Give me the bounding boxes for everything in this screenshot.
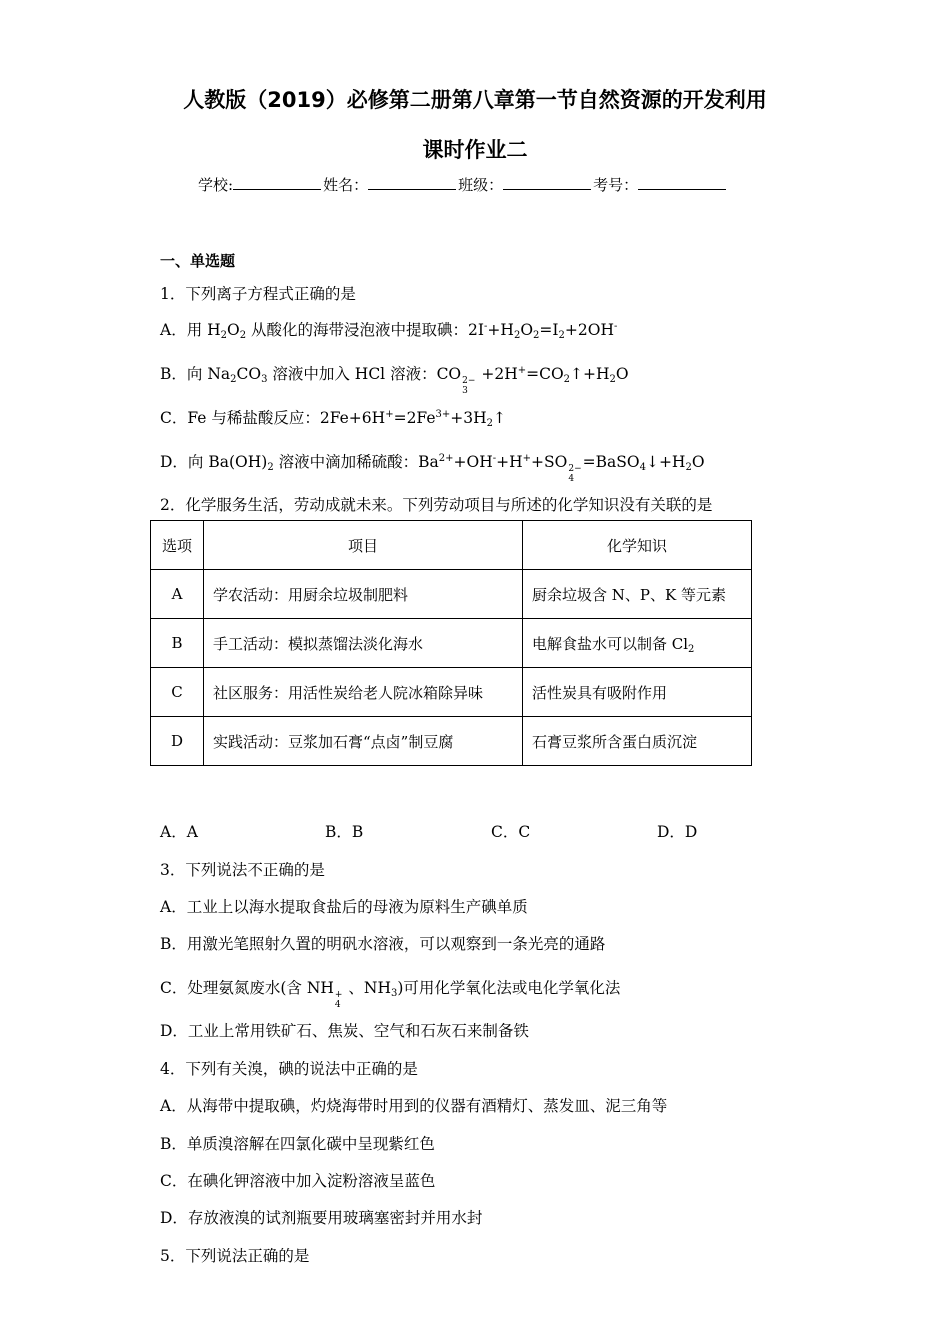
q3-stem: 3．下列说法不正确的是 (160, 861, 325, 879)
section-title: 一、单选题 (160, 252, 236, 270)
q4-stem: 4．下列有关溴，碘的说法中正确的是 (160, 1060, 418, 1078)
table-header-cell: 选项 (151, 521, 204, 570)
q3-option-c: C．处理氨氮废水(含 NH + 4 、$NH_3$)可用化学氧化法或电化学氧化法 (160, 979, 621, 1010)
table-cell-knowledge: 厨余垃圾含 N、P、K 等元素 (523, 570, 752, 619)
table-cell-option: B (151, 619, 204, 668)
table-row (151, 717, 752, 766)
class-blank[interactable] (503, 175, 591, 190)
q4-option-c: C．在碘化钾溶液中加入淀粉溶液呈蓝色 (160, 1172, 436, 1190)
q4-option-a: A．从海带中提取碘，灼烧海带时用到的仪器有酒精灯、蒸发皿、泥三角等 (160, 1097, 668, 1115)
q1-option-c: C．Fe 与稀盐酸反应：$2Fe+6H^+=2Fe^{3+}+3H_2↑$ (160, 409, 507, 429)
table-cell-item: 实践活动：豆浆加石膏“点卤”制豆腐 (204, 717, 523, 766)
class-label: 班级： (458, 176, 504, 194)
q2-option-b: B．B (325, 823, 364, 841)
q2-option-d: D．D (657, 823, 698, 841)
q1-option-b: B．向 $Na_2CO_3$ 溶液中加入 HCl 溶液：CO 2− 3 $+2H^+=CO_2↑+H_2O$ (160, 365, 629, 396)
q5-stem: 5．下列说法正确的是 (160, 1247, 310, 1265)
table-cell-knowledge: 活性炭具有吸附作用 (523, 668, 752, 717)
name-label: 姓名： (323, 176, 369, 194)
school-label: 学校: (198, 176, 234, 194)
q1-stem: 1．下列离子方程式正确的是 (160, 285, 356, 303)
q2-table (150, 520, 752, 766)
q3-option-b: B．用激光笔照射久置的明矾水溶液，可以观察到一条光亮的通路 (160, 935, 606, 953)
table-cell-item: 学农活动：用厨余垃圾制肥料 (204, 570, 523, 619)
table-cell-item: 手工活动：模拟蒸馏法淡化海水 (204, 619, 523, 668)
table-header-cell: 项目 (204, 521, 523, 570)
school-blank[interactable] (233, 175, 321, 190)
q1-option-d: D．向 $Ba(OH)_2$ 溶液中滴加稀硫酸：$Ba^{2+}+OH^-+H^++SO$ 2− 4 $=BaSO_4↓+H_2O$ (160, 453, 705, 484)
q4-option-b: B．单质溴溶解在四氯化碳中呈现紫红色 (160, 1135, 435, 1153)
table-cell-knowledge: 电解食盐水可以制备 $Cl_2$ (523, 619, 752, 668)
student-info-line (198, 174, 728, 195)
table-cell-option: D (151, 717, 204, 766)
number-blank[interactable] (638, 175, 726, 190)
table-cell-knowledge: 石膏豆浆所含蛋白质沉淀 (523, 717, 752, 766)
q4-option-d: D．存放液溴的试剂瓶要用玻璃塞密封并用水封 (160, 1209, 483, 1227)
q2-option-c: C．C (491, 823, 531, 841)
table-row (151, 570, 752, 619)
document-subtitle: 课时作业二 (422, 138, 528, 162)
name-blank[interactable] (368, 175, 456, 190)
q3-option-a: A．工业上以海水提取食盐后的母液为原料生产碘单质 (160, 898, 528, 916)
table-row (151, 668, 752, 717)
q2-stem: 2．化学服务生活，劳动成就未来。下列劳动项目与所述的化学知识没有关联的是 (160, 496, 713, 514)
table-cell-option: C (151, 668, 204, 717)
number-label: 考号： (593, 176, 639, 194)
table-cell-item: 社区服务：用活性炭给老人院冰箱除异味 (204, 668, 523, 717)
table-cell-option: A (151, 570, 204, 619)
table-header-cell: 化学知识 (523, 521, 752, 570)
document-title: 人教版（2019）必修第二册第八章第一节自然资源的开发利用 (183, 88, 767, 112)
table-row (151, 619, 752, 668)
q2-option-a: A．A (160, 823, 198, 841)
table-header-row (151, 521, 752, 570)
q1-option-a: A．用 $H_2O_2$ 从酸化的海带浸泡液中提取碘：$2I^-+H_2O_2=I_2+2OH^-$ (160, 321, 618, 341)
q3-option-d: D．工业上常用铁矿石、焦炭、空气和石灰石来制备铁 (160, 1022, 529, 1040)
